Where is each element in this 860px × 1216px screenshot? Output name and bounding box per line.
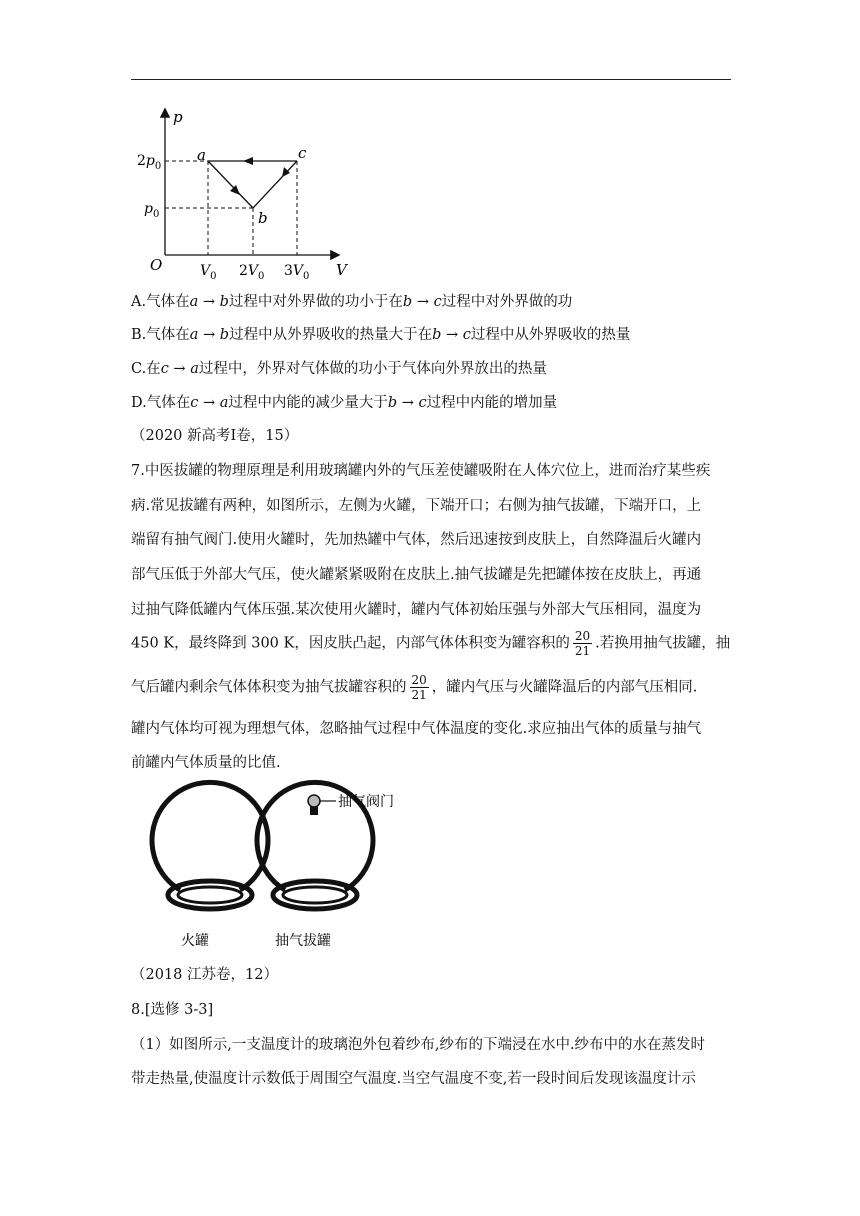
q7-line-3: 端留有抽气阀门.使用火罐时，先加热罐中气体，然后迅速按到皮肤上，自然降温后火罐内 bbox=[131, 532, 702, 548]
q7-line-7: 气后罐内剩余气体体积变为抽气拔罐容积的 $\frac{20}{21}$ ，罐内气压与火罐降温后的内部气压相同. bbox=[131, 673, 698, 702]
q8-line-2: 带走热量,使温度计示数低于周围空气温度.当空气温度不变,若一段时间后发现该温度计示 bbox=[131, 1071, 696, 1087]
q7-line-8: 罐内气体均可视为理想气体，忽略抽气过程中气体温度的变化.求应抽出气体的质量与抽气 bbox=[131, 721, 702, 737]
q8-line-1: （1）如图所示,一支温度计的玻璃泡外包着纱布,纱布的下端浸在水中.纱布中的水在蒸发时 bbox=[131, 1037, 706, 1053]
suction-cup-label: 抽气拔罐 bbox=[275, 933, 331, 949]
x-label-v0: $V_0$ bbox=[200, 263, 217, 282]
q7-line-4: 部气压低于外部大气压，使火罐紧紧吸附在皮肤上.抽气拔罐是先把罐体按在皮肤上，再通 bbox=[131, 567, 702, 583]
fraction: $\frac{20}{21}$ bbox=[411, 673, 427, 702]
q7-line-2: 病.常见拔罐有两种，如图所示，左侧为火罐，下端开口；右侧为抽气拔罐，下端开口，上 bbox=[131, 498, 702, 514]
process-ab bbox=[208, 161, 253, 208]
source-2020: （2020 新高考Ⅰ卷，15） bbox=[131, 428, 299, 444]
x-label-3v0: $3V_0$ bbox=[284, 263, 310, 282]
option-c: C.在c → a过程中，外界对气体做的功小于气体向外界放出的热量 bbox=[131, 361, 547, 377]
cupping-figure bbox=[140, 785, 420, 960]
option-b: B.气体在a → b过程中从外界吸收的热量大于在b → c过程中从外界吸收的热量 bbox=[131, 327, 631, 343]
source-2018: （2018 江苏卷，12） bbox=[131, 967, 278, 983]
fire-cup-drawing bbox=[152, 782, 268, 909]
origin-label: O bbox=[150, 256, 163, 274]
q8-title: 8.[选修 3-3] bbox=[131, 1002, 214, 1018]
header-rule bbox=[131, 79, 731, 80]
p-axis-label: p bbox=[173, 108, 183, 126]
x-label-2v0: $2V_0$ bbox=[239, 263, 265, 282]
q7-line-5: 过抽气降低罐内气体压强.某次使用火罐时，罐内气体初始压强与外部大气压相同，温度为 bbox=[131, 602, 702, 618]
fire-cup-label: 火罐 bbox=[181, 933, 209, 949]
valve-label: 抽气阀门 bbox=[338, 794, 394, 810]
y-label-p0: $p_0$ bbox=[144, 201, 160, 220]
q7-line-6: 450 K，最终降到 300 K，因皮肤凸起，内部气体体积变为罐容积的 $\frac{20}{21}$ .若换用抽气拔罐，抽 bbox=[131, 629, 731, 658]
fraction: $\frac{20}{21}$ bbox=[574, 629, 591, 658]
y-label-2p0: $2p_0$ bbox=[137, 153, 162, 172]
pv-graph bbox=[137, 105, 360, 285]
option-a: A.气体在a → b过程中对外界做的功小于在b → c过程中对外界做的功 bbox=[131, 294, 573, 310]
q7-line-9: 前罐内气体质量的比值. bbox=[131, 755, 281, 771]
point-b-label: b bbox=[258, 209, 268, 227]
point-c-label: c bbox=[298, 144, 307, 162]
option-d: D.气体在c → a过程中内能的减少量大于b → c过程中内能的增加量 bbox=[131, 395, 558, 411]
point-a-label: a bbox=[197, 146, 206, 164]
process-bc bbox=[253, 161, 297, 208]
valve-icon bbox=[308, 795, 320, 807]
v-axis-label: V bbox=[336, 261, 347, 279]
q7-line-1: 7.中医拔罐的物理原理是利用玻璃罐内外的气压差使罐吸附在人体穴位上，进而治疗某些疾 bbox=[131, 463, 711, 479]
